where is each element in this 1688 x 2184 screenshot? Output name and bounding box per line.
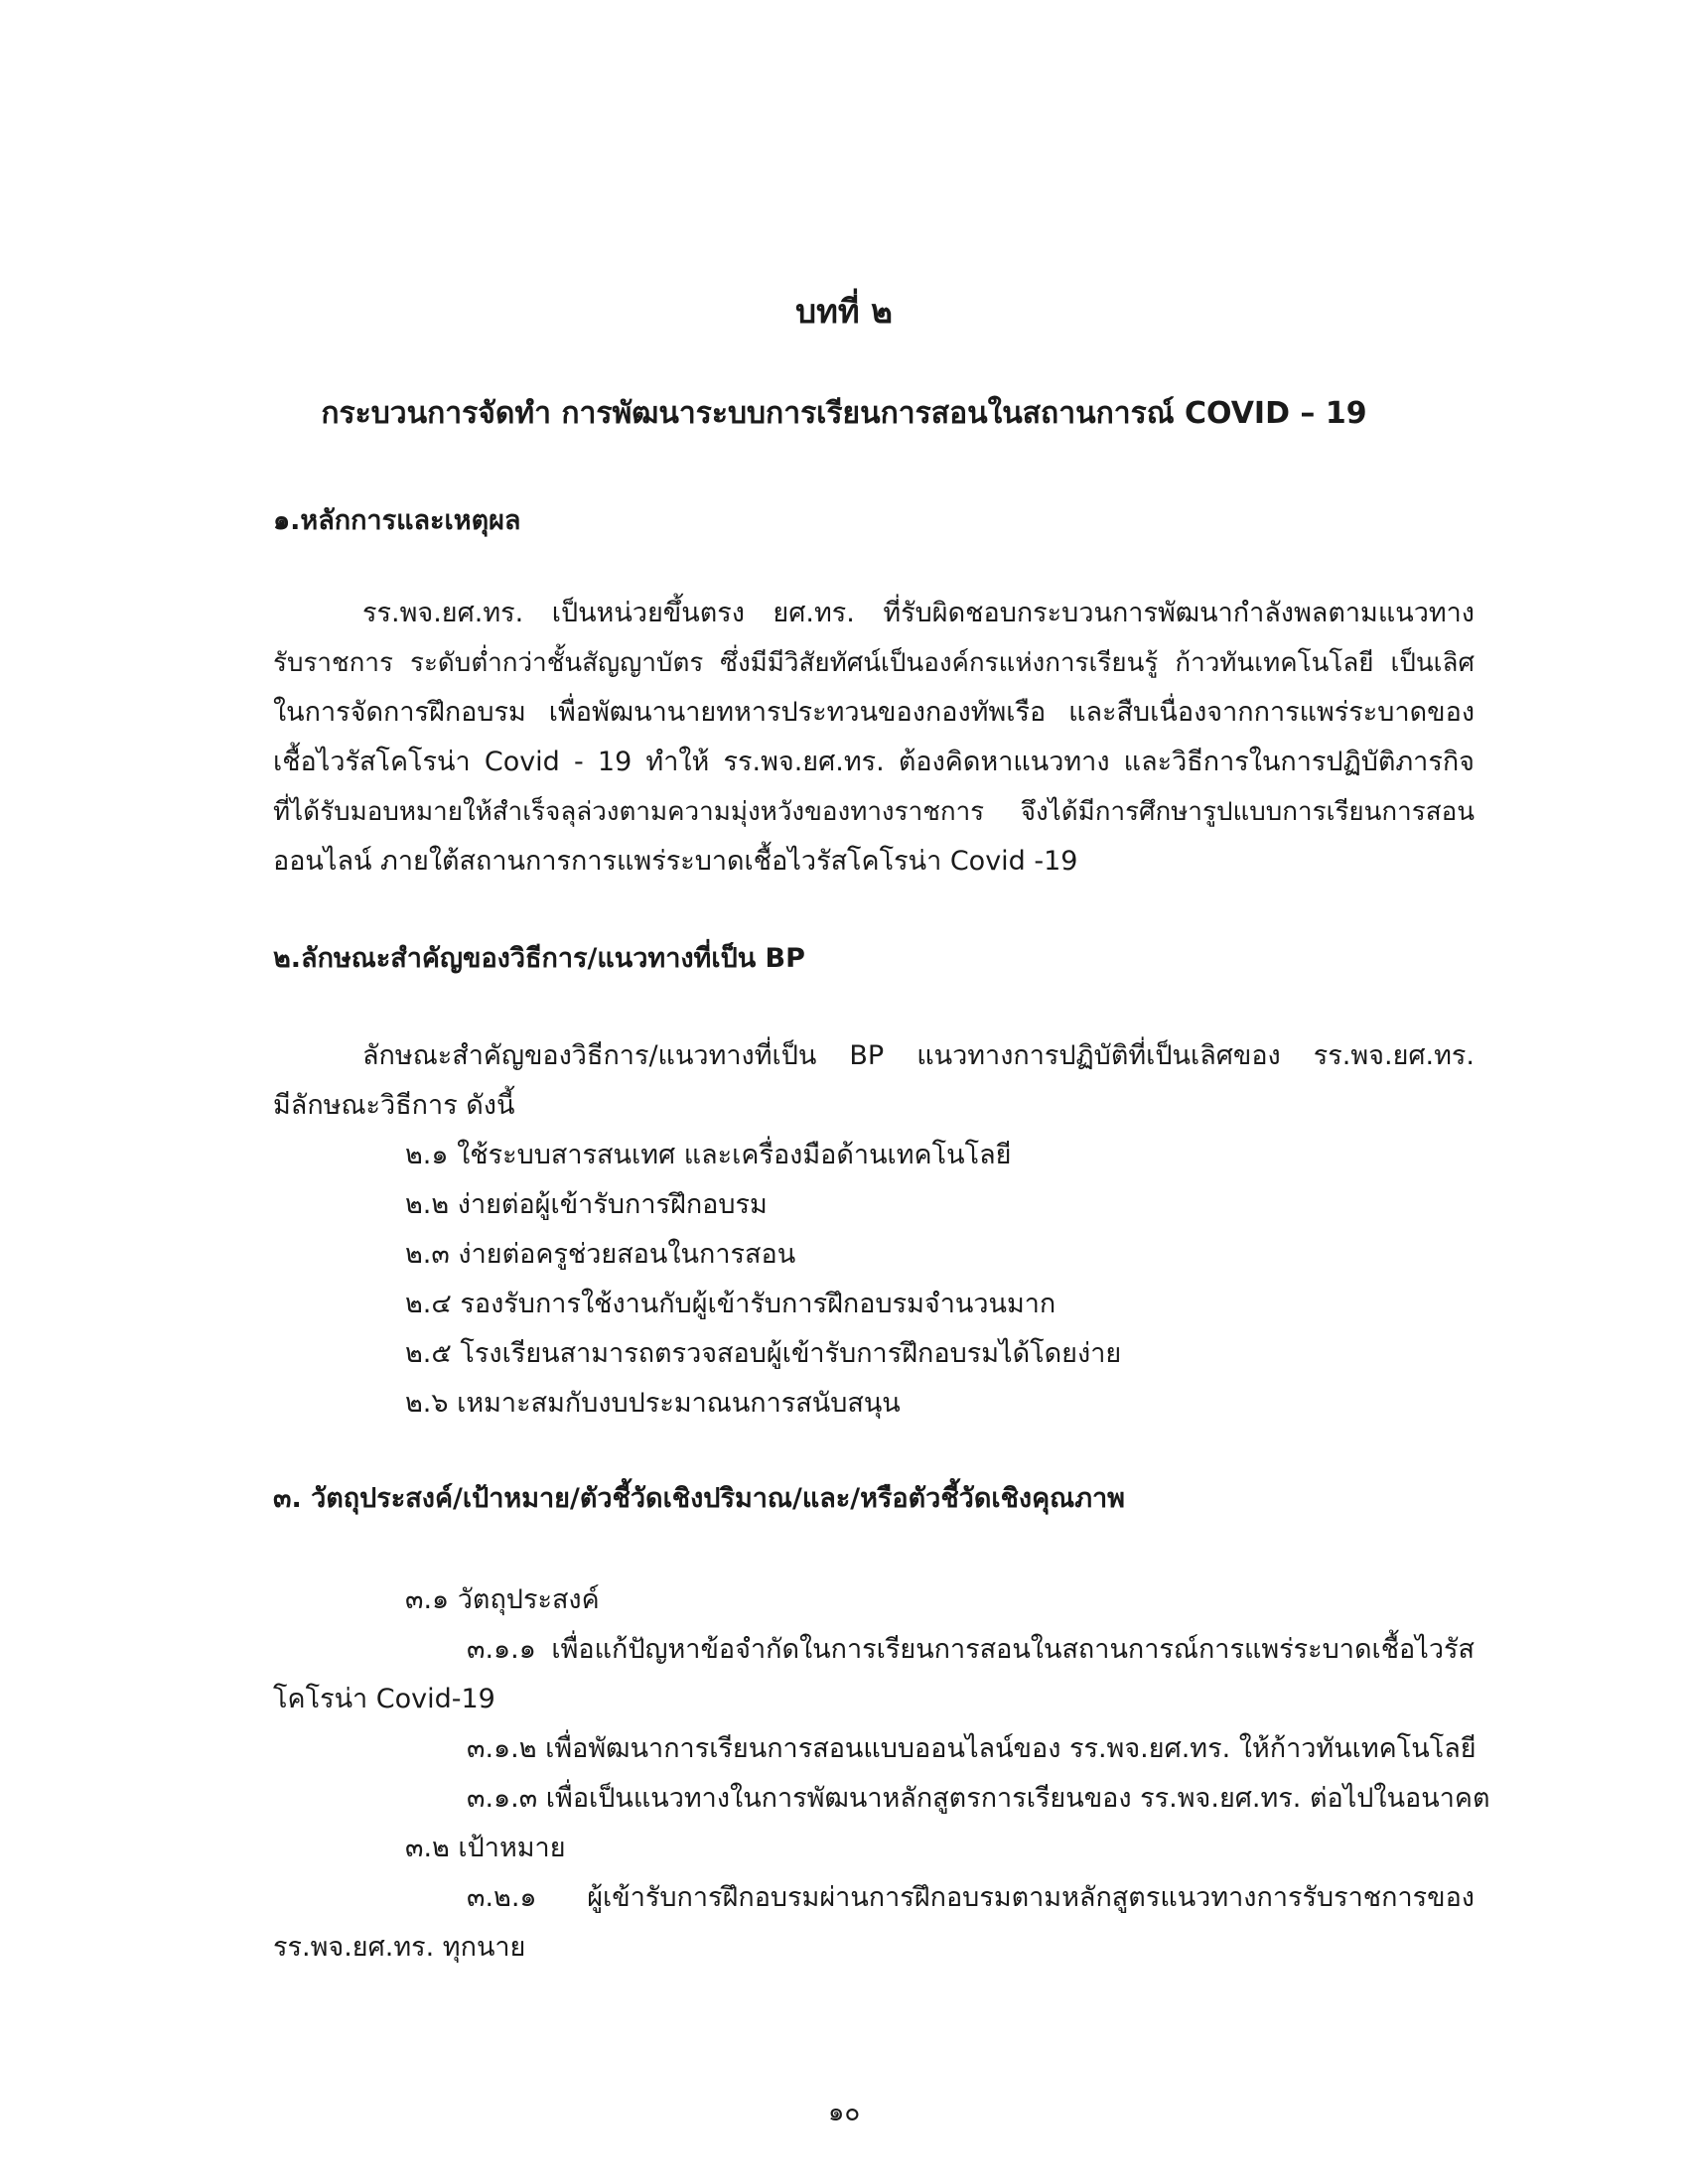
objective-item: ๓.๑.๒ เพื่อพัฒนาการเรียนการสอนแบบออนไลน์ของ รร.พจ.ยศ.ทร. ให้ก้าวทันเทคโนโลยี (467, 1733, 1477, 1764)
section-1-paragraph-line: เชื้อไวรัสโคโรน่า Covid - 19 ทำให้ รร.พจ.ยศ.ทร. ต้องคิดหาแนวทาง และวิธีการในการปฏิบัติภารกิจ (273, 747, 1475, 777)
section-1-heading: ๑.หลักการและเหตุผล (273, 505, 521, 536)
list-item: ๒.๕ โรงเรียนสามารถตรวจสอบผู้เข้ารับการฝึกอบรมได้โดยง่าย (405, 1338, 1122, 1369)
list-item: ๒.๑ ใช้ระบบสารสนเทศ และเครื่องมือด้านเทคโนโลยี (405, 1140, 1012, 1170)
section-1-paragraph-line: ที่ได้รับมอบหมายให้สำเร็จลุล่วงตามความมุ่งหวังของทางราชการ จึงได้มีการศึกษารูปแบบการเรียนการสอน (273, 797, 1475, 827)
section-1-paragraph-line: ในการจัดการฝึกอบรม เพื่อพัฒนานายทหารประทวนของกองทัพเรือ และสืบเนื่องจากการแพร่ระบาดของ (273, 697, 1475, 728)
objective-item-continued: โคโรน่า Covid-19 (273, 1684, 495, 1714)
chapter-heading: บทที่ ๒ (795, 292, 893, 331)
goal-item: ๓.๒.๑ ผู้เข้ารับการฝึกอบรมผ่านการฝึกอบรมตามหลักสูตรแนวทางการรับราชการของ (467, 1882, 1475, 1913)
goal-item-continued: รร.พจ.ยศ.ทร. ทุกนาย (273, 1932, 526, 1963)
page-number: ๑๐ (827, 2098, 861, 2127)
list-item: ๒.๓ ง่ายต่อครูช่วยสอนในการสอน (405, 1239, 796, 1270)
section-1-paragraph-line: รับราชการ ระดับต่ำกว่าชั้นสัญญาบัตร ซึ่งมีมีวิสัยทัศน์เป็นองค์กรแห่งการเรียนรู้ ก้าวทันเทคโนโลยี เป็นเลิศ (273, 648, 1475, 678)
subsection-label: ๓.๑ วัตถุประสงค์ (405, 1584, 600, 1615)
objective-item: ๓.๑.๓ เพื่อเป็นแนวทางในการพัฒนาหลักสูตรการเรียนของ รร.พจ.ยศ.ทร. ต่อไปในอนาคต (467, 1783, 1490, 1814)
objective-item: ๓.๑.๑ เพื่อแก้ปัญหาข้อจำกัดในการเรียนการสอนในสถานการณ์การแพร่ระบาดเชื้อไวรัส (467, 1634, 1475, 1665)
document-title: กระบวนการจัดทำ การพัฒนาระบบการเรียนการสอนในสถานการณ์ COVID – 19 (321, 396, 1367, 431)
section-3-heading: ๓. วัตถุประสงค์/เป้าหมาย/ตัวชี้วัดเชิงปริมาณ/และ/หรือตัวชี้วัดเชิงคุณภาพ (273, 1483, 1125, 1514)
section-2-intro-line: ลักษณะสำคัญของวิธีการ/แนวทางที่เป็น BP แนวทางการปฏิบัติที่เป็นเลิศของ รร.พจ.ยศ.ทร. (362, 1040, 1475, 1071)
list-item: ๒.๒ ง่ายต่อผู้เข้ารับการฝึกอบรม (405, 1189, 768, 1220)
list-item: ๒.๔ รองรับการใช้งานกับผู้เข้ารับการฝึกอบรมจำนวนมาก (405, 1289, 1056, 1319)
section-2-heading: ๒.ลักษณะสำคัญของวิธีการ/แนวทางที่เป็น BP (273, 943, 805, 974)
section-2-intro-line: มีลักษณะวิธีการ ดังนี้ (273, 1090, 515, 1121)
section-1-paragraph-line: ออนไลน์ ภายใต้สถานการการแพร่ระบาดเชื้อไวรัสโคโรน่า Covid -19 (273, 846, 1078, 877)
section-1-paragraph-line: รร.พจ.ยศ.ทร. เป็นหน่วยขึ้นตรง ยศ.ทร. ที่รับผิดชอบกระบวนการพัฒนากำลังพลตามแนวทาง (362, 598, 1475, 628)
list-item: ๒.๖ เหมาะสมกับงบประมาณนการสนับสนุน (405, 1388, 901, 1419)
subsection-label: ๓.๒ เป้าหมาย (405, 1833, 566, 1863)
